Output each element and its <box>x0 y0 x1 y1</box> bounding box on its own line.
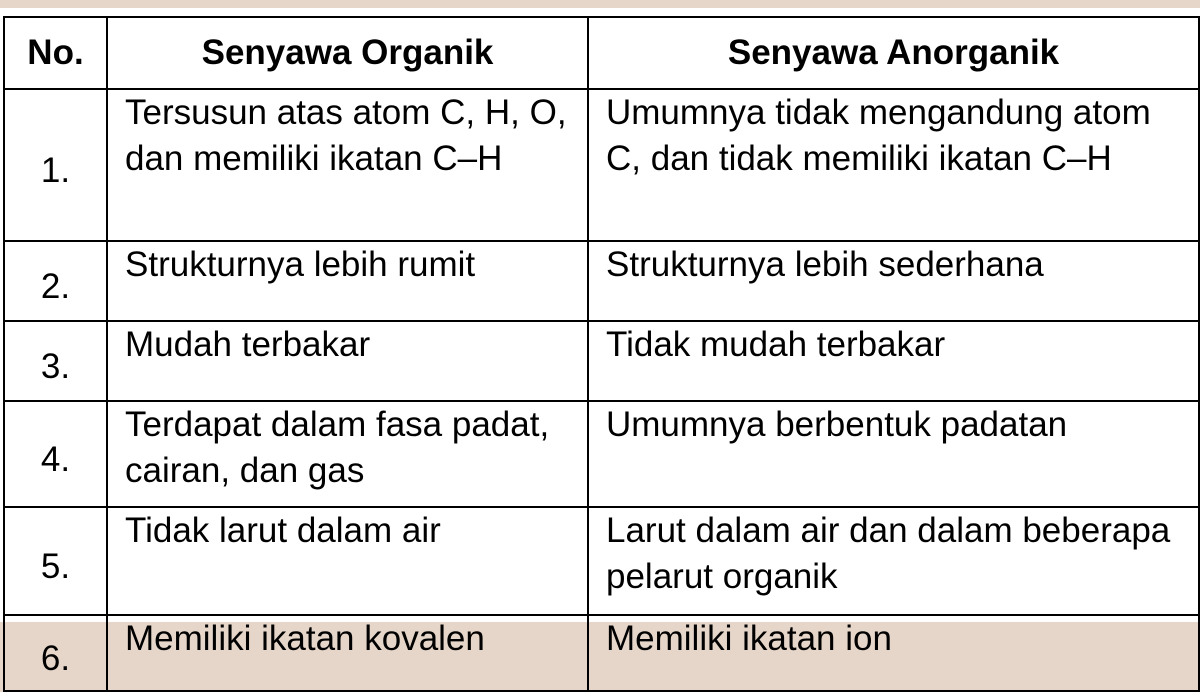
table-row <box>4 321 1199 401</box>
organic-cell: Tersusun atas atom C, H, O, dan memiliki ikatan C–H <box>107 89 588 241</box>
inorganic-cell: Strukturnya lebih sederhana <box>588 241 1199 321</box>
header-inorganic: Senyawa Anorganik <box>588 17 1199 89</box>
table-row <box>4 615 1199 691</box>
row-number: 1. <box>4 89 107 241</box>
table-row <box>4 241 1199 321</box>
comparison-table <box>3 16 1200 692</box>
header-no: No. <box>4 17 107 89</box>
organic-cell: Tidak larut dalam air <box>107 507 588 615</box>
row-number: 5. <box>4 507 107 615</box>
organic-cell: Strukturnya lebih rumit <box>107 241 588 321</box>
row-number: 2. <box>4 241 107 321</box>
inorganic-cell: Memiliki ikatan ion <box>588 615 1199 691</box>
organic-cell: Mudah terbakar <box>107 321 588 401</box>
table-row <box>4 89 1199 241</box>
row-number: 3. <box>4 321 107 401</box>
document-sheet <box>0 8 1200 678</box>
organic-cell: Terdapat dalam fasa padat, cairan, dan gas <box>107 401 588 507</box>
header-organic: Senyawa Organik <box>107 17 588 89</box>
row-number: 4. <box>4 401 107 507</box>
inorganic-cell: Umumnya tidak mengandung atom C, dan tidak memiliki ikatan C–H <box>588 89 1199 241</box>
table-row <box>4 507 1199 615</box>
inorganic-cell: Tidak mudah terbakar <box>588 321 1199 401</box>
inorganic-cell: Umumnya berbentuk padatan <box>588 401 1199 507</box>
row-number: 6. <box>4 615 107 691</box>
table-header-row <box>4 17 1199 89</box>
inorganic-cell: Larut dalam air dan dalam beberapa pelarut organik <box>588 507 1199 615</box>
organic-cell: Memiliki ikatan kovalen <box>107 615 588 691</box>
table-row <box>4 401 1199 507</box>
